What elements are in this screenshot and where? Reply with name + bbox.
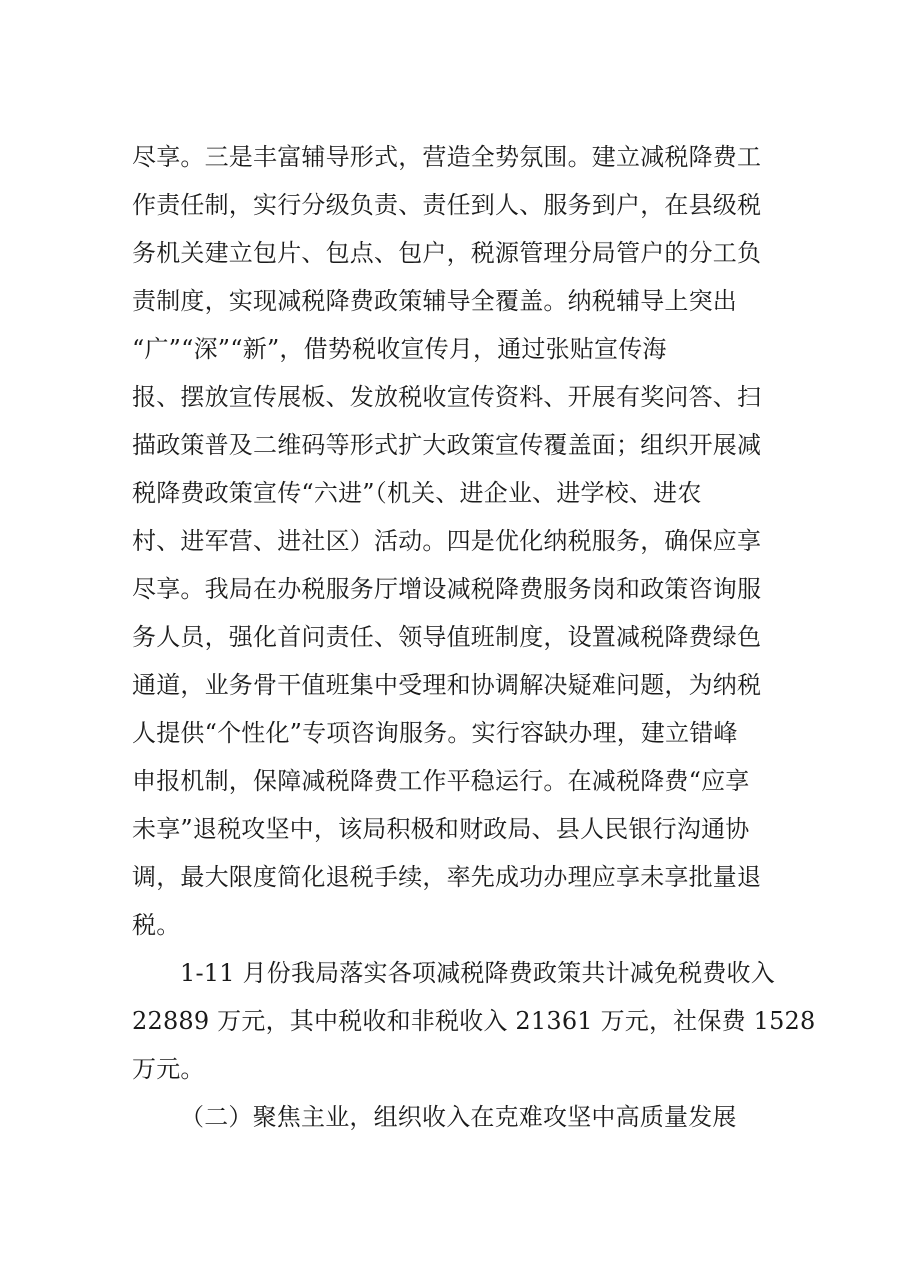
paragraph-line: 作责任制，实行分级负责、责任到人、服务到户，在县级税 (132, 191, 762, 219)
paragraph-line: 税降费政策宣传“六进”（机关、进企业、进学校、进农 (132, 479, 702, 507)
paragraph-line: 1-11 月份我局落实各项减税降费政策共计减免税费收入 (180, 959, 775, 987)
paragraph-line: 尽享。我局在办税服务厅增设减税降费服务岗和政策咨询服 (132, 575, 762, 603)
paragraph-line: 万元。 (132, 1055, 205, 1083)
paragraph-line: 报、摆放宣传展板、发放税收宣传资料、开展有奖问答、扫 (132, 383, 762, 411)
paragraph-line: 未享”退税攻坚中，该局积极和财政局、县人民银行沟通协 (132, 815, 750, 843)
paragraph-line: 税。 (132, 911, 181, 939)
paragraph-line: 村、进军营、进社区）活动。四是优化纳税服务，确保应享 (132, 527, 762, 555)
paragraph-line: 调，最大限度简化退税手续，率先成功办理应享未享批量退 (132, 863, 762, 891)
paragraph-line: 申报机制，保障减税降费工作平稳运行。在减税降费“应享 (132, 767, 750, 795)
paragraph-line: 22889 万元，其中税收和非税收入 21361 万元，社保费 1528 (132, 1007, 816, 1035)
section-heading: （二）聚焦主业，组织收入在克难攻坚中高质量发展 (180, 1103, 737, 1131)
paragraph-line: 尽享。三是丰富辅导形式，营造全势氛围。建立减税降费工 (132, 143, 762, 171)
paragraph-line: 务机关建立包片、包点、包户，税源管理分局管户的分工负 (132, 239, 762, 267)
paragraph-line: 务人员，强化首问责任、领导值班制度，设置减税降费绿色 (132, 623, 762, 651)
paragraph-line: 通道，业务骨干值班集中受理和协调解决疑难问题，为纳税 (132, 671, 762, 699)
paragraph-line: “广”“深”“新”，借势税收宣传月，通过张贴宣传海 (132, 335, 667, 363)
paragraph-line: 责制度，实现减税降费政策辅导全覆盖。纳税辅导上突出 (132, 287, 737, 315)
paragraph-line: 描政策普及二维码等形式扩大政策宣传覆盖面；组织开展减 (132, 431, 762, 459)
paragraph-line: 人提供“个性化”专项咨询服务。实行容缺办理，建立错峰 (132, 719, 738, 747)
